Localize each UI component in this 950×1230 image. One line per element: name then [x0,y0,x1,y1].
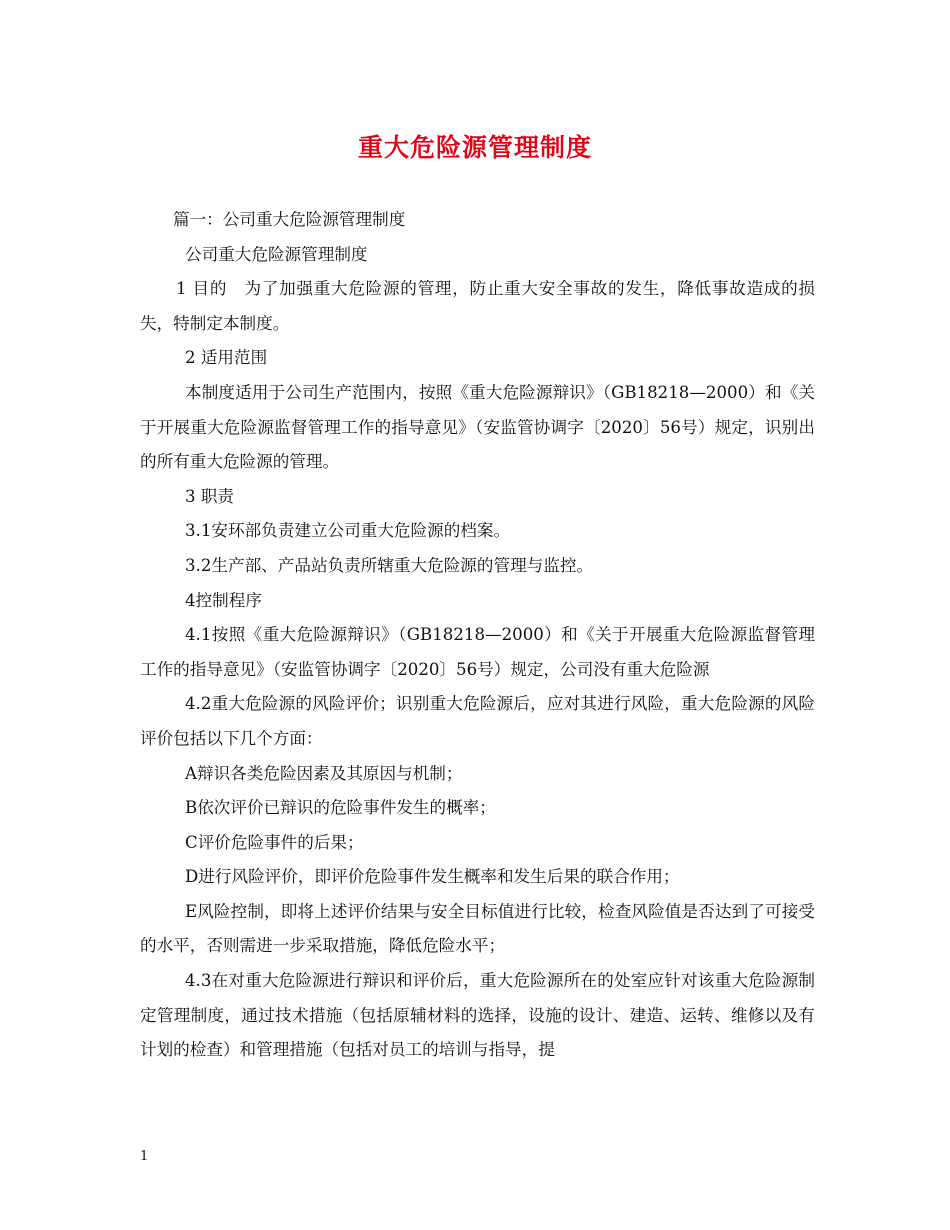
paragraph-control-4-1: 4.1按照《重大危险源辩识》（GB18218—2000）和《关于开展重大危险源监督管理工作的指导意见》（安监管协调字〔2020〕56号）规定，公司没有重大危险源 [140,625,815,679]
paragraph-duty-3-2: 3.2生产部、产品站负责所辖重大危险源的管理与监控。 [185,555,594,575]
paragraph-duty-3-1: 3.1安环部负责建立公司重大危险源的档案。 [185,521,511,541]
document-title: 重大危险源管理制度 [357,133,592,162]
paragraph-item-c: C评价危险事件的后果； [185,832,364,852]
paragraph-item-b: B依次评价已辩识的危险事件发生的概率； [185,798,496,818]
paragraph-scope-heading: 2 适用范围 [185,348,268,368]
page-number: 1 [140,1149,149,1164]
paragraph-item-d: D进行风险评价，即评价危险事件发生概率和发生后果的联合作用； [185,867,680,887]
paragraph-part-one-heading: 篇一：公司重大危险源管理制度 [173,210,406,229]
paragraph-control-4-2: 4.2重大危险源的风险评价；识别重大危险源后，应对其进行风险，重大危险源的风险评价包括以下几个方面： [140,694,815,748]
paragraph-subtitle: 公司重大危险源管理制度 [185,244,368,264]
paragraph-item-e: E风险控制，即将上述评价结果与安全目标值进行比较，检查风险值是否达到了可接受的水平，否则需进一步采取措施，降低危险水平； [140,901,815,956]
paragraph-item-a: A辩识各类危险因素及其原因与机制； [185,763,463,783]
document-body [140,203,815,1068]
paragraph-purpose: 1 目的 为了加强重大危险源的管理，防止重大安全事故的发生，降低事故造成的损失，特制定本制度。 [140,279,815,333]
paragraph-duties-heading: 3 职责 [185,486,235,506]
paragraph-control-heading: 4控制程序 [185,590,262,610]
paragraph-control-4-3: 4.3在对重大危险源进行辩识和评价后，重大危险源所在的处室应针对该重大危险源制定管理制度，通过技术措施（包括原辅材料的选择，设施的设计、建造、运转、维修以及有计划的检查）和管理措施（包括对员工的培训与指导，提 [140,971,815,1060]
paragraph-scope: 本制度适用于公司生产范围内，按照《重大危险源辩识》（GB18218—2000）和《关于开展重大危险源监督管理工作的指导意见》（安监管协调字〔2020〕56号）规定，识别出的所有重大危险源的管理。 [140,382,815,472]
